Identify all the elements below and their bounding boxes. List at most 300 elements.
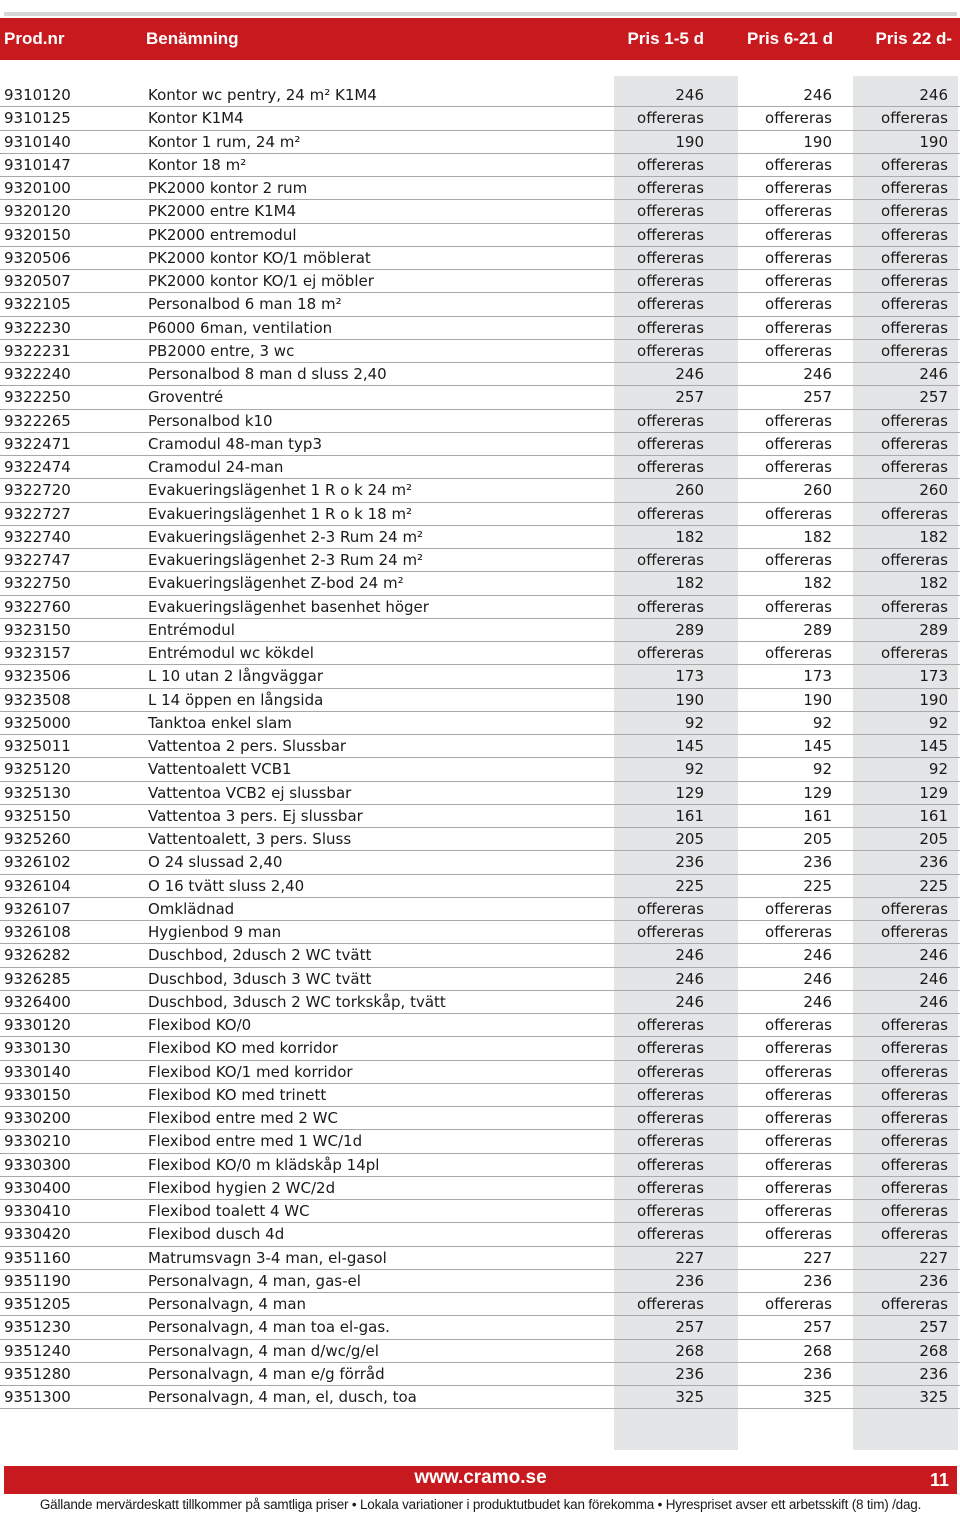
- price-1-5-cell: offereras: [637, 155, 704, 174]
- header-prodnr: Prod.nr: [4, 29, 65, 48]
- price-6-21-cell: 190: [803, 690, 832, 709]
- price-22-cell: offereras: [881, 1062, 948, 1081]
- price-6-21-cell: offereras: [765, 899, 832, 918]
- table-row: [0, 1223, 960, 1246]
- price-22-cell: 246: [919, 946, 948, 965]
- price-6-21-cell: offereras: [765, 1202, 832, 1220]
- prodnr-cell: 9322747: [4, 551, 71, 569]
- name-cell: Evakueringslägenhet 2-3 Rum 24 m²: [148, 551, 424, 569]
- table-row: [0, 665, 960, 688]
- prodnr-cell: 9320100: [4, 179, 71, 197]
- price-1-5-cell: offereras: [637, 109, 704, 128]
- table-row: [0, 712, 960, 735]
- prodnr-cell: 9351190: [4, 1271, 71, 1290]
- table-row: [0, 107, 960, 130]
- table-row: [0, 968, 960, 991]
- prodnr-cell: 9330400: [4, 1178, 71, 1197]
- name-cell: Duschbod, 2dusch 2 WC tvätt: [148, 946, 372, 965]
- price-1-5-cell: 260: [675, 481, 704, 500]
- name-cell: Evakueringslägenhet Z-bod 24 m²: [148, 574, 404, 593]
- prodnr-cell: 9310125: [4, 109, 71, 128]
- price-22-cell: offereras: [881, 1039, 948, 1058]
- table-row: [0, 1293, 960, 1316]
- header-price-6-21: Pris 6-21 d: [747, 29, 833, 48]
- top-divider: [4, 12, 957, 16]
- price-22-cell: offereras: [881, 458, 948, 476]
- table-row: [0, 1107, 960, 1130]
- price-6-21-cell: offereras: [765, 179, 832, 197]
- prodnr-cell: 9351300: [4, 1388, 71, 1406]
- prodnr-cell: 9322750: [4, 574, 71, 593]
- name-cell: Personalvagn, 4 man d/wc/g/el: [148, 1341, 379, 1360]
- name-cell: Personalvagn, 4 man: [148, 1295, 307, 1313]
- prodnr-cell: 9322740: [4, 527, 71, 546]
- price-6-21-cell: offereras: [765, 923, 832, 941]
- price-1-5-cell: 182: [675, 574, 704, 593]
- table-row: [0, 1037, 960, 1060]
- prodnr-cell: 9322265: [4, 411, 71, 430]
- prodnr-cell: 9330200: [4, 1109, 71, 1127]
- price-1-5-cell: offereras: [637, 1132, 704, 1151]
- table-row: [0, 1014, 960, 1037]
- price-22-cell: offereras: [881, 551, 948, 569]
- price-1-5-cell: offereras: [637, 272, 704, 290]
- prodnr-cell: 9322474: [4, 458, 71, 476]
- price-22-cell: offereras: [881, 411, 948, 430]
- table-row: [0, 828, 960, 851]
- price-22-cell: offereras: [881, 109, 948, 128]
- price-1-5-cell: offereras: [637, 1178, 704, 1197]
- prodnr-cell: 9330410: [4, 1202, 71, 1220]
- prodnr-cell: 9330150: [4, 1085, 71, 1104]
- footer-bar: [4, 1466, 957, 1494]
- price-6-21-cell: offereras: [765, 272, 832, 290]
- name-cell: Hygienbod 9 man: [148, 923, 282, 941]
- price-6-21-cell: 268: [803, 1341, 832, 1360]
- name-cell: Cramodul 48-man typ3: [148, 434, 322, 453]
- price-22-cell: 227: [919, 1248, 948, 1267]
- price-22-cell: 246: [919, 969, 948, 988]
- price-1-5-cell: offereras: [637, 434, 704, 453]
- name-cell: Matrumsvagn 3-4 man, el-gasol: [148, 1248, 387, 1267]
- price-22-cell: 260: [919, 481, 948, 500]
- prodnr-cell: 9326104: [4, 876, 71, 895]
- price-1-5-cell: 246: [675, 992, 704, 1011]
- table-row: [0, 1316, 960, 1339]
- table-row: [0, 758, 960, 781]
- price-1-5-cell: 161: [675, 806, 704, 825]
- price-1-5-cell: offereras: [637, 295, 704, 314]
- name-cell: Tanktoa enkel slam: [148, 713, 292, 732]
- name-cell: Vattentoalett VCB1: [148, 760, 292, 779]
- table-row: [0, 642, 960, 665]
- price-6-21-cell: offereras: [765, 1132, 832, 1151]
- price-22-cell: 129: [919, 783, 948, 802]
- name-cell: PK2000 kontor KO/1 ej möbler: [148, 272, 374, 290]
- name-cell: Vattentoa VCB2 ej slussbar: [148, 783, 352, 802]
- prodnr-cell: 9326282: [4, 946, 71, 965]
- price-1-5-cell: offereras: [637, 341, 704, 360]
- prodnr-cell: 9351230: [4, 1318, 71, 1337]
- price-1-5-cell: 246: [675, 365, 704, 383]
- name-cell: Kontor 18 m²: [148, 155, 247, 174]
- price-22-cell: offereras: [881, 1109, 948, 1127]
- price-22-cell: offereras: [881, 225, 948, 244]
- name-cell: Personalvagn, 4 man toa el-gas.: [148, 1318, 390, 1337]
- table-row: [0, 456, 960, 479]
- prodnr-cell: 9351240: [4, 1341, 71, 1360]
- price-6-21-cell: offereras: [765, 318, 832, 337]
- name-cell: Evakueringslägenhet basenhet höger: [148, 597, 429, 616]
- price-6-21-cell: 182: [803, 527, 832, 546]
- price-1-5-cell: 289: [675, 620, 704, 639]
- prodnr-cell: 9310120: [4, 86, 71, 104]
- header-price-1-5: Pris 1-5 d: [627, 29, 704, 48]
- table-row: [0, 503, 960, 526]
- price-6-21-cell: 236: [803, 1364, 832, 1383]
- prodnr-cell: 9320120: [4, 202, 71, 221]
- table-row: [0, 689, 960, 712]
- table-row: [0, 875, 960, 898]
- price-1-5-cell: 205: [675, 830, 704, 848]
- table-row: [0, 572, 960, 595]
- prodnr-cell: 9310140: [4, 132, 71, 151]
- table-row: [0, 410, 960, 433]
- price-1-5-cell: offereras: [637, 1202, 704, 1220]
- name-cell: Vattentoalett, 3 pers. Sluss: [148, 830, 352, 848]
- price-22-cell: offereras: [881, 1132, 948, 1151]
- table-row: [0, 154, 960, 177]
- price-1-5-cell: 190: [675, 690, 704, 709]
- price-22-cell: 225: [919, 876, 948, 895]
- prodnr-cell: 9320506: [4, 248, 71, 267]
- table-row: [0, 317, 960, 340]
- prodnr-cell: 9330140: [4, 1062, 71, 1081]
- name-cell: Personalvagn, 4 man, el, dusch, toa: [148, 1388, 417, 1406]
- prodnr-cell: 9325120: [4, 760, 71, 779]
- price-22-cell: offereras: [881, 1202, 948, 1220]
- table-row: [0, 1084, 960, 1107]
- name-cell: PK2000 entremodul: [148, 225, 297, 244]
- price-6-21-cell: 260: [803, 481, 832, 500]
- name-cell: Flexibod KO/0 m klädskåp 14pl: [148, 1155, 380, 1174]
- name-cell: Kontor 1 rum, 24 m²: [148, 132, 301, 151]
- table-row: [0, 200, 960, 223]
- price-6-21-cell: 182: [803, 574, 832, 593]
- price-1-5-cell: 257: [675, 388, 704, 407]
- price-1-5-cell: 225: [675, 876, 704, 895]
- price-6-21-cell: offereras: [765, 1178, 832, 1197]
- price-22-cell: 190: [919, 132, 948, 151]
- price-22-cell: offereras: [881, 1225, 948, 1244]
- prodnr-cell: 9322727: [4, 504, 71, 523]
- table-row: [0, 782, 960, 805]
- prodnr-cell: 9326285: [4, 969, 71, 988]
- price-6-21-cell: 227: [803, 1248, 832, 1267]
- name-cell: Evakueringslägenhet 2-3 Rum 24 m²: [148, 527, 424, 546]
- name-cell: PK2000 kontor 2 rum: [148, 179, 308, 197]
- table-row: [0, 1270, 960, 1293]
- name-cell: Flexibod hygien 2 WC/2d: [148, 1178, 336, 1197]
- price-6-21-cell: 161: [803, 806, 832, 825]
- price-6-21-cell: offereras: [765, 434, 832, 453]
- price-1-5-cell: 129: [675, 783, 704, 802]
- price-6-21-cell: offereras: [765, 411, 832, 430]
- price-1-5-cell: offereras: [637, 899, 704, 918]
- table-row: [0, 1061, 960, 1084]
- price-22-cell: offereras: [881, 341, 948, 360]
- price-22-cell: 182: [919, 527, 948, 546]
- price-1-5-cell: 227: [675, 1248, 704, 1267]
- price-1-5-cell: offereras: [637, 504, 704, 523]
- price-22-cell: 236: [919, 1271, 948, 1290]
- disclaimer: Gällande mervärdeskatt tillkommer på samtliga priser • Lokala variationer i produktutbudet kan förekomma • Hyrespriset avser ett arbetsskift (8 tim) /dag.: [39, 1497, 922, 1512]
- price-1-5-cell: 145: [675, 737, 704, 755]
- price-22-cell: offereras: [881, 597, 948, 616]
- name-cell: L 14 öppen en långsida: [148, 690, 324, 709]
- name-cell: Flexibod entre med 1 WC/1d: [148, 1132, 363, 1151]
- price-6-21-cell: offereras: [765, 1039, 832, 1058]
- price-22-cell: 92: [928, 713, 948, 732]
- price-1-5-cell: 268: [675, 1341, 704, 1360]
- table-row: [0, 991, 960, 1014]
- price-1-5-cell: offereras: [637, 1085, 704, 1104]
- price-22-cell: offereras: [881, 899, 948, 918]
- name-cell: PK2000 kontor KO/1 möblerat: [148, 248, 371, 267]
- price-1-5-cell: offereras: [637, 1155, 704, 1174]
- price-6-21-cell: offereras: [765, 155, 832, 174]
- prodnr-cell: 9326108: [4, 923, 71, 941]
- prodnr-cell: 9330130: [4, 1039, 71, 1058]
- price-22-cell: offereras: [881, 1295, 948, 1313]
- prodnr-cell: 9351160: [4, 1248, 71, 1267]
- price-22-cell: offereras: [881, 644, 948, 662]
- price-1-5-cell: offereras: [637, 248, 704, 267]
- price-6-21-cell: 129: [803, 783, 832, 802]
- table-row: [0, 363, 960, 386]
- name-cell: Personalbod 8 man d sluss 2,40: [148, 365, 387, 383]
- table-row: [0, 549, 960, 572]
- name-cell: P6000 6man, ventilation: [148, 318, 333, 337]
- price-1-5-cell: 325: [675, 1388, 704, 1406]
- table-row: [0, 921, 960, 944]
- prodnr-cell: 9351205: [4, 1295, 71, 1313]
- price-22-cell: 92: [928, 760, 948, 779]
- name-cell: Flexibod KO/0: [148, 1016, 252, 1034]
- table-row: [0, 340, 960, 363]
- prodnr-cell: 9310147: [4, 155, 71, 174]
- prodnr-cell: 9322105: [4, 295, 71, 314]
- price-6-21-cell: 257: [803, 1318, 832, 1337]
- price-1-5-cell: offereras: [637, 597, 704, 616]
- name-cell: Flexibod KO med trinett: [148, 1085, 327, 1104]
- price-22-cell: 257: [919, 1318, 948, 1337]
- price-22-cell: 182: [919, 574, 948, 593]
- price-6-21-cell: offereras: [765, 248, 832, 267]
- price-6-21-cell: offereras: [765, 1225, 832, 1244]
- table-row: [0, 1363, 960, 1386]
- price-1-5-cell: offereras: [637, 1225, 704, 1244]
- price-22-cell: offereras: [881, 295, 948, 314]
- price-22-cell: offereras: [881, 1155, 948, 1174]
- price-1-5-cell: 246: [675, 946, 704, 965]
- table-header: [0, 18, 960, 60]
- price-6-21-cell: 173: [803, 667, 832, 686]
- name-cell: Flexibod KO med korridor: [148, 1039, 338, 1058]
- price-22-cell: 236: [919, 853, 948, 872]
- price-1-5-cell: 190: [675, 132, 704, 151]
- table-row: [0, 1154, 960, 1177]
- price-6-21-cell: 246: [803, 992, 832, 1011]
- price-1-5-cell: offereras: [637, 179, 704, 197]
- prodnr-cell: 9325260: [4, 830, 71, 848]
- price-6-21-cell: 92: [812, 760, 832, 779]
- price-6-21-cell: offereras: [765, 644, 832, 662]
- table-row: [0, 479, 960, 502]
- prodnr-cell: 9330300: [4, 1155, 71, 1174]
- table-row: [0, 805, 960, 828]
- name-cell: O 24 slussad 2,40: [148, 853, 283, 872]
- price-1-5-cell: offereras: [637, 1016, 704, 1034]
- header-price-22: Pris 22 d-: [875, 29, 952, 48]
- price-22-cell: offereras: [881, 248, 948, 267]
- price-6-21-cell: offereras: [765, 458, 832, 476]
- table-row: [0, 1177, 960, 1200]
- name-cell: Flexibod dusch 4d: [148, 1225, 285, 1244]
- price-1-5-cell: 236: [675, 853, 704, 872]
- prodnr-cell: 9330120: [4, 1016, 71, 1034]
- table-row: [0, 1386, 960, 1409]
- table-row: [0, 386, 960, 409]
- price-6-21-cell: 246: [803, 86, 832, 104]
- price-22-cell: 205: [919, 830, 948, 848]
- name-cell: Vattentoa 3 pers. Ej slussbar: [148, 806, 363, 825]
- price-6-21-cell: offereras: [765, 1085, 832, 1104]
- prodnr-cell: 9323150: [4, 620, 71, 639]
- price-22-cell: 236: [919, 1364, 948, 1383]
- prodnr-cell: 9323506: [4, 667, 71, 686]
- page-number: 11: [929, 1470, 949, 1490]
- price-6-21-cell: 257: [803, 388, 832, 407]
- header-name: Benämning: [146, 29, 239, 48]
- price-6-21-cell: 92: [812, 713, 832, 732]
- name-cell: Duschbod, 3dusch 3 WC tvätt: [148, 969, 372, 988]
- prodnr-cell: 9323508: [4, 690, 71, 709]
- prodnr-cell: 9330420: [4, 1225, 71, 1244]
- name-cell: Vattentoa 2 pers. Slussbar: [148, 737, 347, 755]
- price-1-5-cell: offereras: [637, 1295, 704, 1313]
- table-row: [0, 1200, 960, 1223]
- table-row: [0, 596, 960, 619]
- price-6-21-cell: 236: [803, 1271, 832, 1290]
- name-cell: Duschbod, 3dusch 2 WC torkskåp, tvätt: [148, 992, 446, 1011]
- table-row: [0, 433, 960, 456]
- price-1-5-cell: 257: [675, 1318, 704, 1337]
- price-22-cell: 246: [919, 86, 948, 104]
- price-1-5-cell: offereras: [637, 411, 704, 430]
- name-cell: Personalvagn, 4 man, gas-el: [148, 1271, 361, 1290]
- name-cell: Cramodul 24-man: [148, 458, 284, 476]
- price-1-5-cell: offereras: [637, 458, 704, 476]
- name-cell: Kontor K1M4: [148, 109, 244, 128]
- price-6-21-cell: 325: [803, 1388, 832, 1406]
- table-row: [0, 224, 960, 247]
- price-1-5-cell: 92: [684, 760, 704, 779]
- prodnr-cell: 9320150: [4, 225, 71, 244]
- website-link[interactable]: www.cramo.se: [414, 1467, 547, 1488]
- price-1-5-cell: offereras: [637, 551, 704, 569]
- price-22-cell: offereras: [881, 434, 948, 453]
- name-cell: Groventré: [148, 388, 224, 407]
- price-6-21-cell: offereras: [765, 202, 832, 221]
- table-row: [0, 851, 960, 874]
- price-22-cell: offereras: [881, 272, 948, 290]
- prodnr-cell: 9323157: [4, 644, 71, 662]
- price-22-cell: 161: [919, 806, 948, 825]
- price-6-21-cell: offereras: [765, 1109, 832, 1127]
- price-6-21-cell: 246: [803, 946, 832, 965]
- price-22-cell: 268: [919, 1341, 948, 1360]
- prodnr-cell: 9322230: [4, 318, 71, 337]
- price-22-cell: offereras: [881, 202, 948, 221]
- price-22-cell: offereras: [881, 1178, 948, 1197]
- price-6-21-cell: 289: [803, 620, 832, 639]
- table-row: [0, 1130, 960, 1153]
- price-1-5-cell: offereras: [637, 644, 704, 662]
- price-22-cell: 325: [919, 1388, 948, 1406]
- prodnr-cell: 9325011: [4, 737, 71, 755]
- prodnr-cell: 9325130: [4, 783, 71, 802]
- prodnr-cell: 9326102: [4, 853, 71, 872]
- prodnr-cell: 9322250: [4, 388, 71, 407]
- price-22-cell: 289: [919, 620, 948, 639]
- price-1-5-cell: offereras: [637, 1062, 704, 1081]
- name-cell: Omklädnad: [148, 899, 235, 918]
- table-row: [0, 944, 960, 967]
- price-22-cell: offereras: [881, 923, 948, 941]
- price-1-5-cell: offereras: [637, 923, 704, 941]
- table-row: [0, 735, 960, 758]
- price-1-5-cell: 173: [675, 667, 704, 686]
- name-cell: Entrémodul wc kökdel: [148, 644, 314, 662]
- table-row: [0, 1340, 960, 1363]
- price-table: [0, 84, 960, 1409]
- price-6-21-cell: offereras: [765, 341, 832, 360]
- price-6-21-cell: 246: [803, 365, 832, 383]
- table-row: [0, 1247, 960, 1270]
- price-6-21-cell: offereras: [765, 1295, 832, 1313]
- price-1-5-cell: 246: [675, 86, 704, 104]
- prodnr-cell: 9322231: [4, 341, 71, 360]
- prodnr-cell: 9325000: [4, 713, 71, 732]
- name-cell: Flexibod toalett 4 WC: [148, 1202, 310, 1220]
- table-row: [0, 131, 960, 154]
- prodnr-cell: 9322720: [4, 481, 71, 500]
- prodnr-cell: 9325150: [4, 806, 71, 825]
- table-row: [0, 247, 960, 270]
- price-1-5-cell: offereras: [637, 1109, 704, 1127]
- prodnr-cell: 9326400: [4, 992, 71, 1011]
- price-22-cell: offereras: [881, 155, 948, 174]
- price-6-21-cell: offereras: [765, 597, 832, 616]
- price-6-21-cell: offereras: [765, 1016, 832, 1034]
- name-cell: Personalbod k10: [148, 411, 273, 430]
- price-1-5-cell: offereras: [637, 318, 704, 337]
- price-22-cell: offereras: [881, 318, 948, 337]
- prodnr-cell: 9320507: [4, 272, 71, 290]
- price-1-5-cell: offereras: [637, 225, 704, 244]
- price-22-cell: 173: [919, 667, 948, 686]
